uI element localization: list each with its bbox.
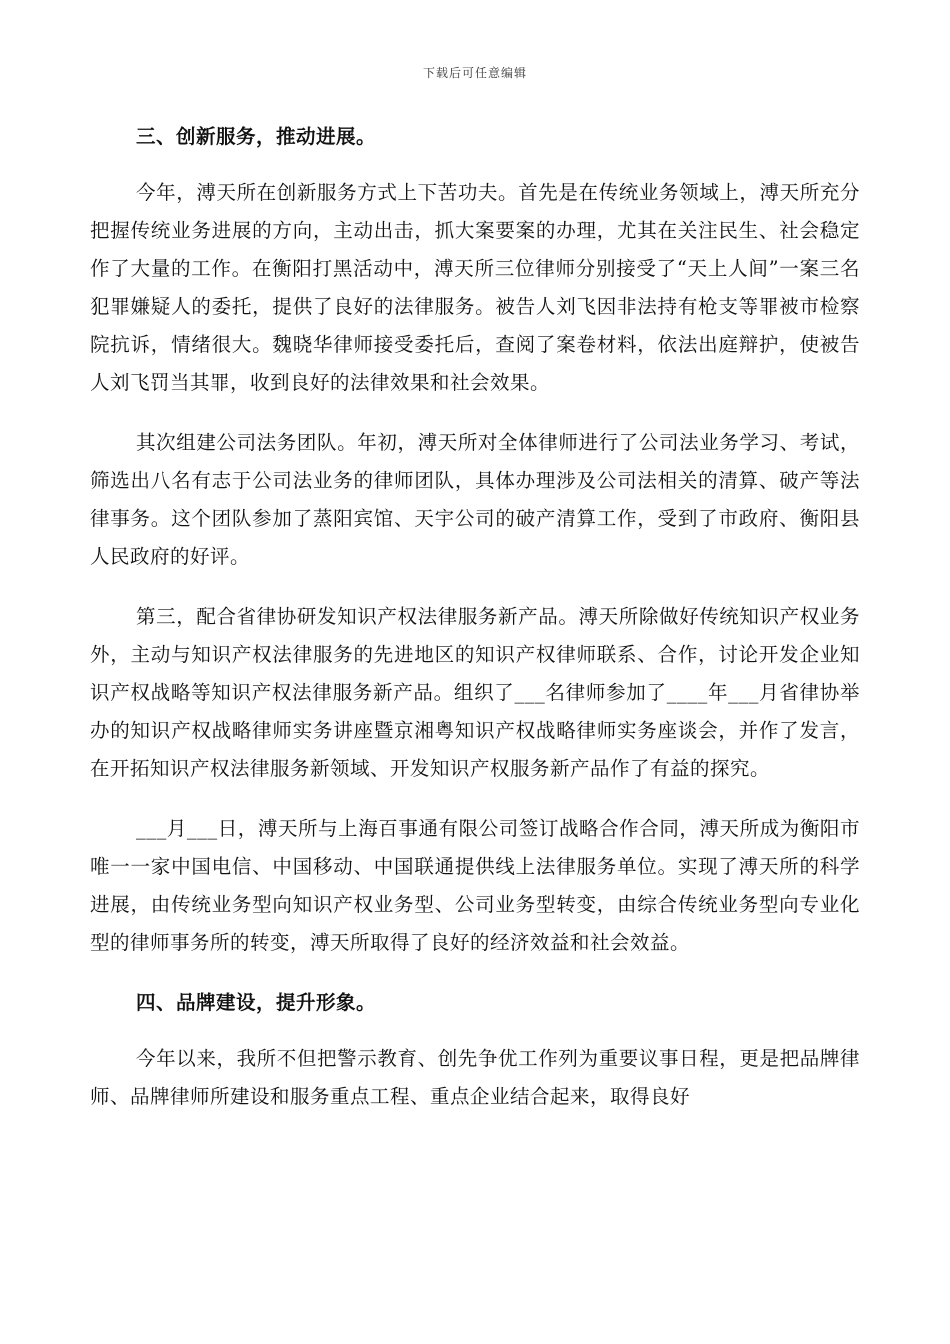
page-header-note: 下载后可任意编辑 xyxy=(422,66,527,80)
paragraph: 今年以来，我所不但把警示教育、创先争优工作列为重要议事日程，更是把品牌律师、品牌律师所建设和服务重点工程、重点企业结合起来，取得良好 xyxy=(90,1047,860,1108)
paragraph: 其次组建公司法务团队。年初，溥天所对全体律师进行了公司法业务学习、考试，筛选出八名有志于公司法业务的律师团队，具体办理涉及公司法相关的清算、破产等法律事务。这个团队参加了蒸阳宾馆、天宇公司的破产清算工作，受到了市政府、衡阳县人民政府的好评。 xyxy=(90,431,860,568)
section-heading-3: 三、创新服务，推动进展。 xyxy=(136,125,377,148)
paragraph: ___月___日，溥天所与上海百事通有限公司签订战略合作合同，溥天所成为衡阳市唯一一家中国电信、中国移动、中国联通提供线上法律服务单位。实现了溥天所的科学进展，由传统业务型向知识产权业务型、公司业务型转变，由综合传统业务型向专业化型的律师事务所的转变，溥天所取得了良好的经济效益和社会效益。 xyxy=(90,817,860,954)
paragraph: 今年，溥天所在创新服务方式上下苦功夫。首先是在传统业务领域上，溥天所充分把握传统业务进展的方向，主动出击，抓大案要案的办理，尤其在关注民生、社会稳定作了大量的工作。在衡阳打黑活动中，溥天所三位律师分别接受了“天上人间”一案三名犯罪嫌疑人的委托，提供了良好的法律服务。被告人刘飞因非法持有枪支等罪被市检察院抗诉，情绪很大。魏晓华律师接受委托后，查阅了案卷材料，依法出庭辩护，使被告人刘飞罚当其罪，收到良好的法律效果和社会效果。 xyxy=(90,181,860,394)
paragraph: 第三，配合省律协研发知识产权法律服务新产品。溥天所除做好传统知识产权业务外，主动与知识产权法律服务的先进地区的知识产权律师联系、合作，讨论开发企业知识产权战略等知识产权法律服务新产品。组织了___名律师参加了____年___月省律协举办的知识产权战略律师实务讲座暨京湘粤知识产权战略律师实务座谈会，并作了发言，在开拓知识产权法律服务新领域、开发知识产权服务新产品作了有益的探究。 xyxy=(90,605,860,780)
document-body xyxy=(90,118,860,1116)
section-heading-4: 四、品牌建设，提升形象。 xyxy=(136,991,377,1014)
